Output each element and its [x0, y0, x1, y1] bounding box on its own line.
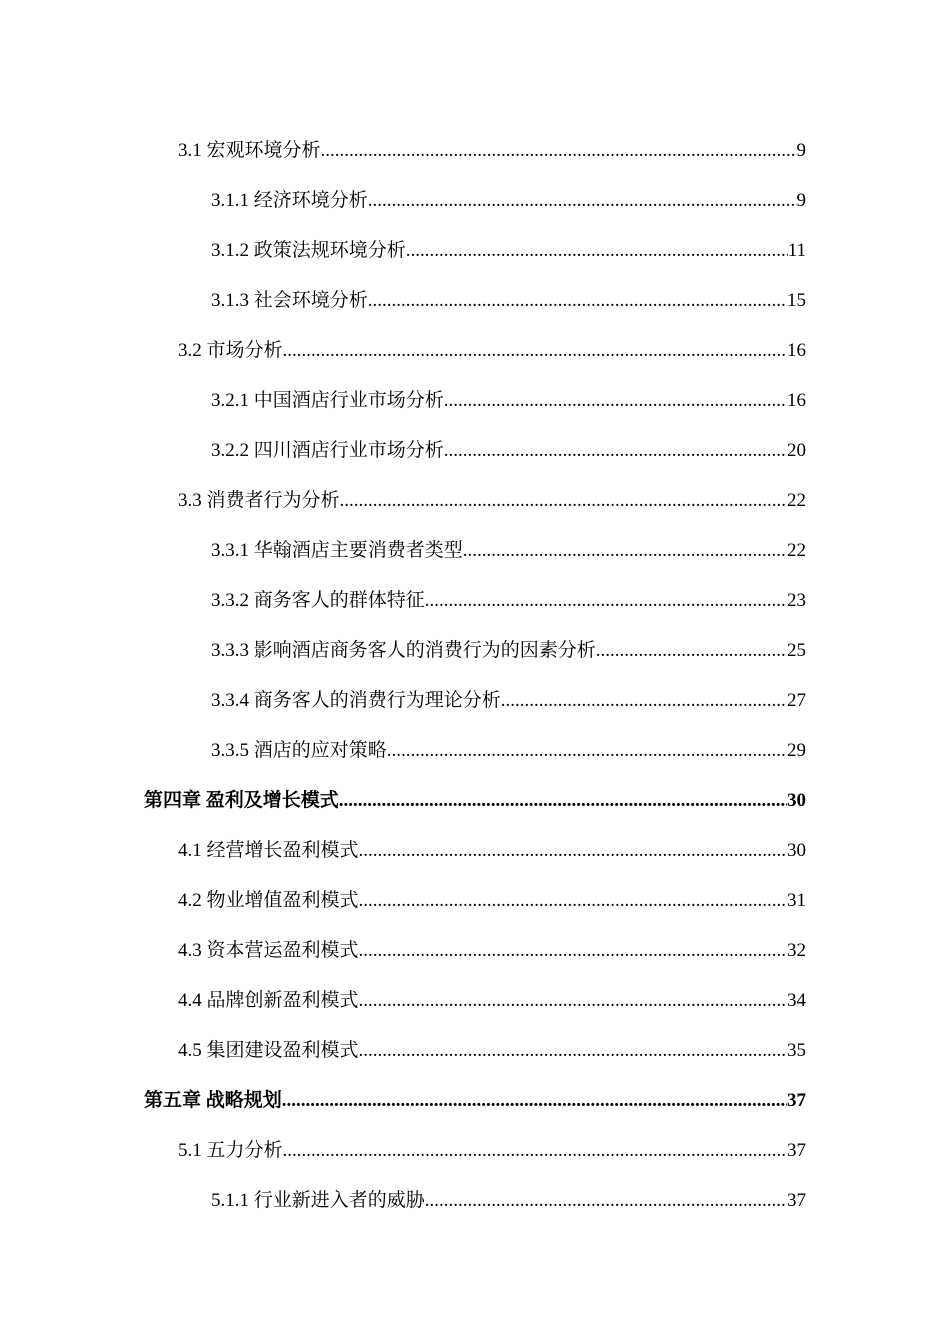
- dot-leader: [321, 138, 797, 164]
- toc-entry-page: 11: [787, 240, 806, 261]
- toc-entry-title: 4.4 品牌创新盈利模式: [178, 990, 359, 1011]
- toc-entry-title: 3.1 宏观环境分析: [178, 140, 321, 161]
- toc-entry[interactable]: [178, 338, 806, 364]
- dot-leader: [340, 488, 787, 514]
- toc-chapter-entry[interactable]: [144, 1088, 806, 1114]
- toc-entry[interactable]: [178, 1038, 806, 1064]
- toc-entry-title: 3.3.3 影响酒店商务客人的消费行为的因素分析: [211, 640, 596, 661]
- toc-entry-page: 16: [787, 390, 806, 411]
- toc-entry-page: 34: [787, 990, 806, 1011]
- toc-entry-page: 30: [787, 840, 806, 861]
- toc-entry-title: 3.1.2 政策法规环境分析: [211, 240, 406, 261]
- dot-leader: [387, 738, 787, 764]
- toc-entry-page: 20: [787, 440, 806, 461]
- toc-entry-page: 15: [787, 290, 806, 311]
- dot-leader: [339, 788, 787, 814]
- toc-entry-page: 35: [787, 1040, 806, 1061]
- toc-entry[interactable]: [178, 888, 806, 914]
- toc-entry[interactable]: [211, 688, 806, 714]
- dot-leader: [283, 338, 787, 364]
- toc-entry-page: 22: [787, 540, 806, 561]
- toc-chapter-entry[interactable]: [144, 788, 806, 814]
- dot-leader: [596, 638, 787, 664]
- dot-leader: [406, 238, 788, 264]
- toc-entry[interactable]: [211, 238, 806, 264]
- toc-entry-page: 29: [787, 740, 806, 761]
- toc-entry[interactable]: [211, 538, 806, 564]
- toc-entry-title: 第五章 战略规划: [144, 1090, 282, 1111]
- toc-entry-title: 第四章 盈利及增长模式: [144, 790, 339, 811]
- toc-entry[interactable]: [211, 638, 806, 664]
- dot-leader: [425, 588, 787, 614]
- toc-entry-title: 3.2.1 中国酒店行业市场分析: [211, 390, 444, 411]
- toc-entry[interactable]: [211, 438, 806, 464]
- toc-entry-page: 37: [787, 1090, 806, 1111]
- toc-entry-title: 5.1.1 行业新进入者的威胁: [211, 1190, 425, 1211]
- toc-entry-page: 31: [787, 890, 806, 911]
- toc-entry-title: 3.3 消费者行为分析: [178, 490, 340, 511]
- dot-leader: [368, 188, 797, 214]
- toc-entry-title: 3.3.5 酒店的应对策略: [211, 740, 387, 761]
- toc-entry[interactable]: [178, 838, 806, 864]
- toc-entry[interactable]: [178, 138, 806, 164]
- toc-entry-page: 23: [787, 590, 806, 611]
- toc-entry[interactable]: [211, 588, 806, 614]
- dot-leader: [359, 988, 787, 1014]
- toc-entry[interactable]: [211, 388, 806, 414]
- toc-entry[interactable]: [211, 738, 806, 764]
- toc-entry[interactable]: [211, 188, 806, 214]
- dot-leader: [444, 438, 787, 464]
- dot-leader: [368, 288, 787, 314]
- toc-entry-title: 3.1.1 经济环境分析: [211, 190, 368, 211]
- toc-entry[interactable]: [178, 1138, 806, 1164]
- toc-entry[interactable]: [211, 1188, 806, 1214]
- dot-leader: [425, 1188, 787, 1214]
- dot-leader: [359, 938, 787, 964]
- toc-entry-page: 37: [787, 1140, 806, 1161]
- dot-leader: [463, 538, 787, 564]
- dot-leader: [444, 388, 787, 414]
- dot-leader: [359, 1038, 787, 1064]
- toc-entry-page: 30: [787, 790, 806, 811]
- toc-entry-page: 22: [787, 490, 806, 511]
- toc-entry[interactable]: [211, 288, 806, 314]
- toc-entry-title: 3.2.2 四川酒店行业市场分析: [211, 440, 444, 461]
- dot-leader: [501, 688, 787, 714]
- toc-entry[interactable]: [178, 938, 806, 964]
- toc-entry-page: 9: [796, 140, 806, 161]
- toc-entry-title: 4.2 物业增值盈利模式: [178, 890, 359, 911]
- dot-leader: [282, 1088, 787, 1114]
- toc-entry-page: 32: [787, 940, 806, 961]
- toc-entry-title: 3.3.1 华翰酒店主要消费者类型: [211, 540, 463, 561]
- toc-entry-title: 4.5 集团建设盈利模式: [178, 1040, 359, 1061]
- toc-entry-page: 37: [787, 1190, 806, 1211]
- toc-entry-title: 4.3 资本营运盈利模式: [178, 940, 359, 961]
- toc-entry-title: 3.1.3 社会环境分析: [211, 290, 368, 311]
- toc-entry-page: 27: [787, 690, 806, 711]
- toc-entry-title: 3.3.4 商务客人的消费行为理论分析: [211, 690, 501, 711]
- toc-entry-title: 3.2 市场分析: [178, 340, 283, 361]
- toc-entry-page: 9: [796, 190, 806, 211]
- toc-entry-title: 5.1 五力分析: [178, 1140, 283, 1161]
- dot-leader: [359, 888, 787, 914]
- toc-entry-title: 4.1 经营增长盈利模式: [178, 840, 359, 861]
- toc-entry[interactable]: [178, 488, 806, 514]
- dot-leader: [359, 838, 787, 864]
- dot-leader: [283, 1138, 787, 1164]
- toc-entry-page: 16: [787, 340, 806, 361]
- toc-entry-page: 25: [787, 640, 806, 661]
- toc-entry[interactable]: [178, 988, 806, 1014]
- toc-entry-title: 3.3.2 商务客人的群体特征: [211, 590, 425, 611]
